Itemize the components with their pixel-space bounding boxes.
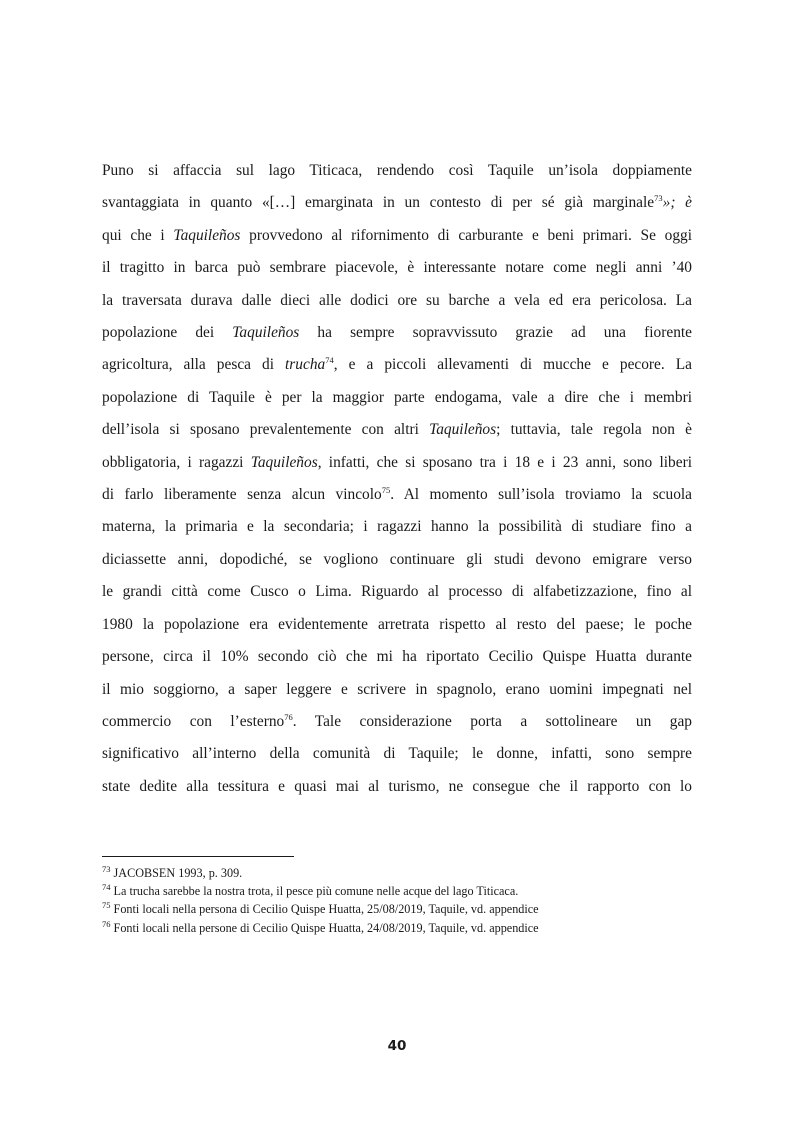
- footnote-text: La trucha sarebbe la nostra trota, il pesce più comune nelle acque del lago Titicaca.: [110, 884, 519, 899]
- page-number: 40: [387, 1038, 407, 1054]
- italic-term: Taquileños: [250, 453, 318, 471]
- body-line: [102, 479, 692, 511]
- body-line: [102, 220, 692, 252]
- body-line: [102, 317, 692, 349]
- footnote-number: 73: [102, 863, 111, 874]
- footnote: [102, 900, 702, 918]
- text-run: qui che i: [102, 226, 174, 244]
- footnote-number: 74: [102, 882, 111, 893]
- footnote-number: 75: [102, 900, 111, 911]
- body-text: [102, 155, 692, 803]
- body-line: la traversata durava dalle dieci alle dodici ore su barche a vela ed era pericolosa. La: [102, 291, 692, 309]
- body-line: [102, 414, 692, 446]
- body-line: diciassette anni, dopodiché, se vogliono continuare gli studi devono emigrare verso: [102, 550, 692, 568]
- text-run: agricoltura, alla pesca di: [102, 356, 286, 374]
- text-run: . Al momento sull’isola troviamo la scuola: [390, 486, 693, 504]
- footnote-separator: [102, 856, 294, 857]
- text-run: obbligatoria, i ragazzi: [102, 453, 251, 471]
- body-line: significativo all’interno della comunità di Taquile; le donne, infatti, sono sempre: [102, 745, 692, 763]
- text-run: ha sempre sopravvissuto grazie ad una fiorente: [299, 324, 692, 342]
- footnote-number: 76: [102, 918, 111, 929]
- text-run: ; tuttavia, tale regola non è: [496, 421, 692, 439]
- body-line: state dedite alla tessitura e quasi mai al turismo, ne consegue che il rapporto con lo: [102, 777, 692, 795]
- body-line: popolazione di Taquile è per la maggior parte endogama, vale a dire che i membri: [102, 388, 692, 406]
- text-run: . Tale considerazione porta a sottolineare un gap: [292, 712, 692, 730]
- footnotes: [102, 864, 702, 937]
- footnote: [102, 919, 702, 937]
- body-line: [102, 349, 692, 381]
- footnote: [102, 882, 702, 900]
- body-line: 1980 la popolazione era evidentemente arretrata rispetto al resto del paese; le poche: [102, 615, 692, 633]
- text-run: »; è: [662, 194, 693, 212]
- footnote-ref[interactable]: 75: [381, 484, 391, 495]
- body-line: [102, 706, 692, 738]
- text-run: commercio con l’esterno: [102, 712, 285, 730]
- text-run: di farlo liberamente senza alcun vincolo: [102, 486, 382, 504]
- text-run: , e a piccoli allevamenti di mucche e pecore. La: [333, 356, 692, 374]
- footnote-ref[interactable]: 76: [284, 711, 293, 722]
- text-run: , infatti, che si sposano tra i 18 e i 23 anni, sono liberi: [317, 453, 692, 471]
- body-line: Puno si affaccia sul lago Titicaca, rendendo così Taquile un’isola doppiamente: [102, 162, 692, 179]
- footnote-text: Fonti locali nella persone di Cecilio Quispe Huatta, 24/08/2019, Taquile, vd. appendice: [110, 920, 539, 935]
- body-line: persone, circa il 10% secondo ciò che mi ha riportato Cecilio Quispe Huatta durante: [102, 648, 692, 666]
- italic-term: Taquileños: [232, 324, 300, 342]
- body-line: [102, 187, 692, 219]
- footnote-ref[interactable]: 73: [654, 193, 663, 204]
- footnote-text: JACOBSEN 1993, p. 309.: [110, 866, 243, 880]
- body-line: materna, la primaria e la secondaria; i ragazzi hanno la possibilità di studiare fino a: [102, 518, 692, 536]
- text-run: popolazione dei: [102, 324, 233, 342]
- body-line: le grandi città come Cusco o Lima. Riguardo al processo di alfabetizzazione, fino al: [102, 583, 692, 601]
- footnote-text: Fonti locali nella persona di Cecilio Quispe Huatta, 25/08/2019, Taquile, vd. appendice: [110, 902, 539, 917]
- text-run: svantaggiata in quanto «[…] emarginata in un contesto di per sé già marginale: [102, 194, 655, 212]
- body-line: il mio soggiorno, a saper leggere e scrivere in spagnolo, erano uomini impegnati nel: [102, 680, 692, 698]
- italic-term: trucha: [285, 356, 326, 374]
- body-line: il tragitto in barca può sembrare piacevole, è interessante notare come negli anni ’40: [102, 259, 692, 277]
- footnote: [102, 864, 702, 882]
- italic-term: Taquileños: [429, 421, 497, 439]
- text-run: provvedono al rifornimento di carburante e beni primari. Se oggi: [240, 226, 693, 244]
- body-line: [102, 447, 692, 479]
- text-run: dell’isola si sposano prevalentemente con altri: [102, 421, 430, 439]
- italic-term: Taquileños: [173, 226, 241, 244]
- footnote-ref[interactable]: 74: [325, 355, 334, 366]
